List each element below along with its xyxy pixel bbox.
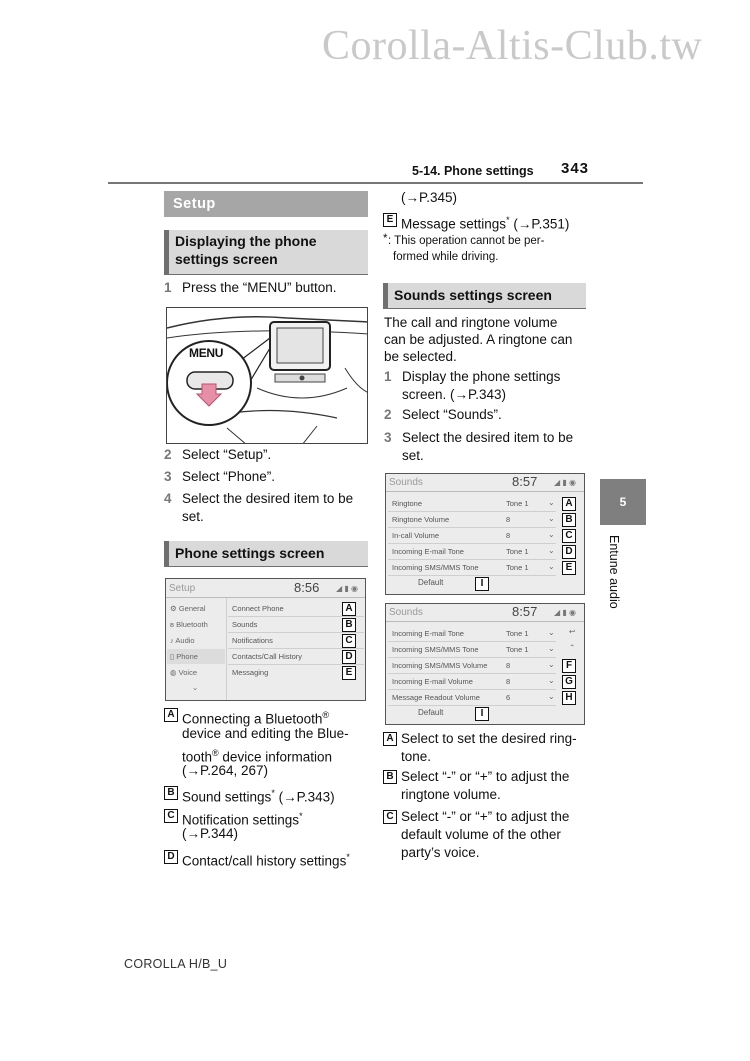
menu-label: Voice: [178, 668, 197, 677]
right-step-1: [384, 368, 594, 404]
sounds-intro: The call and ringtone volume can be adjusted. A ringtone can be selected.: [384, 315, 573, 364]
footnote: * : This operation cannot be per- formed while driving.: [383, 233, 545, 263]
screen-clock: 8:57: [512, 474, 538, 489]
step-number: 1: [384, 369, 392, 384]
step-text: Select the desired item to be: [182, 491, 354, 506]
item-label: Messaging: [232, 668, 269, 677]
callout-c: C: [562, 529, 576, 543]
desc-b: [164, 784, 374, 804]
callout-d: D: [342, 650, 356, 664]
row-ringtone[interactable]: Ringtone Tone 1 ⌄: [388, 495, 556, 512]
section-title: 5-14. Phone settings: [412, 164, 534, 178]
menu-button-label: MENU: [189, 346, 224, 360]
sounds-screen-1: [385, 473, 585, 595]
left-step-3: [164, 468, 374, 486]
desc-text: Select “-” or “+” to adjust the: [401, 809, 570, 824]
desc-text: tooth® device information: [182, 748, 332, 765]
row-sms-tone[interactable]: Incoming SMS/MMS Tone Tone 1 ⌄: [388, 641, 556, 658]
default-button[interactable]: Default: [418, 578, 444, 587]
callout-e: E: [562, 561, 576, 575]
row-email-tone[interactable]: Incoming E-mail Tone Tone 1 ⌄: [388, 625, 556, 642]
callout-a: A: [164, 708, 178, 722]
menu-bluetooth[interactable]: ʙ Bluetooth: [170, 620, 208, 629]
row-email-volume[interactable]: Incoming E-mail Volume 8 ⌄: [388, 673, 556, 690]
footer-model: COROLLA H/B_U: [124, 957, 228, 971]
item-label: Contacts/Call History: [232, 652, 303, 661]
step-number: 1: [164, 280, 172, 295]
status-icons: ◢ ▮ ◉: [554, 478, 576, 487]
step-text: Select “Setup”.: [182, 447, 272, 462]
screen-title: Sounds: [389, 607, 423, 618]
phone-settings-heading: Phone settings screen: [164, 541, 368, 567]
sounds-screen-2: [385, 603, 585, 725]
setup-section-bar: Setup: [164, 191, 368, 217]
desc-text: default volume of the other: [401, 827, 561, 842]
callout-d: D: [562, 545, 576, 559]
menu-phone[interactable]: ▯ Phone: [167, 649, 225, 664]
row-sms-tone[interactable]: Incoming SMS/MMS Tone Tone 1 ⌄: [388, 559, 556, 576]
step-text: screen. (→P.343): [402, 387, 507, 402]
dashboard-illustration: [166, 307, 368, 444]
sounds-desc-a: [383, 730, 593, 768]
screen-clock: 8:56: [294, 580, 320, 595]
scroll-down-icon[interactable]: ⌄: [192, 683, 199, 692]
desc-d: [164, 848, 374, 868]
callout-i: I: [475, 707, 489, 721]
desc-text: device and editing the Blue-: [182, 726, 349, 741]
desc-text: party’s voice.: [401, 845, 480, 860]
menu-voice[interactable]: ◍ Voice: [170, 668, 197, 677]
callout-a: A: [342, 602, 356, 616]
desc-text: Notification settings*: [182, 811, 303, 828]
item-label: Notifications: [232, 636, 273, 645]
right-step-2: [384, 406, 594, 424]
continued-ref: (→P.345): [401, 190, 458, 205]
step-text: Select “Sounds”.: [402, 407, 502, 422]
desc-c: [164, 807, 374, 845]
callout-g: G: [562, 675, 576, 689]
callout-c: C: [342, 634, 356, 648]
left-step-4: [164, 490, 374, 526]
default-button[interactable]: Default: [418, 708, 444, 717]
status-icons: ◢ ▮ ◉: [336, 584, 358, 593]
desc-text: Select to set the desired ring-: [401, 731, 577, 746]
callout-f: F: [562, 659, 576, 673]
right-step-3: [384, 429, 594, 465]
left-step-1: [164, 279, 374, 297]
dropdown-chevron-icon[interactable]: ⌄: [548, 498, 555, 507]
desc-text: Select “-” or “+” to adjust the: [401, 769, 570, 784]
screen-clock: 8:57: [512, 604, 538, 619]
dropdown-chevron-icon[interactable]: ⌄: [548, 660, 555, 669]
step-text: set.: [402, 448, 424, 463]
desc-text: (→P.264, 267): [182, 763, 269, 778]
desc-text: Connecting a Bluetooth®: [182, 710, 329, 727]
menu-label: Bluetooth: [176, 620, 208, 629]
dashboard-drawing: [167, 308, 368, 444]
dropdown-chevron-icon[interactable]: ⌄: [548, 676, 555, 685]
step-text: set.: [182, 509, 204, 524]
callout-c: C: [164, 809, 178, 823]
scroll-up-icon[interactable]: ⌃: [569, 643, 576, 652]
displaying-heading: Displaying the phone settings screen: [164, 230, 368, 275]
menu-label: Audio: [175, 636, 195, 645]
callout-b: B: [164, 786, 178, 800]
dropdown-chevron-icon[interactable]: ⌄: [548, 514, 555, 523]
dropdown-chevron-icon[interactable]: ⌄: [548, 692, 555, 701]
dropdown-chevron-icon[interactable]: ⌄: [548, 546, 555, 555]
callout-d: D: [164, 850, 178, 864]
dropdown-chevron-icon[interactable]: ⌄: [548, 530, 555, 539]
chapter-tab: 5: [600, 479, 646, 525]
item-label: Connect Phone: [232, 604, 284, 613]
step-number: 3: [164, 469, 172, 484]
back-icon[interactable]: ↩: [569, 627, 576, 636]
chapter-label: Entune audio: [607, 535, 621, 609]
callout-a: A: [383, 732, 397, 746]
desc-e: [383, 211, 593, 231]
page-number: 343: [561, 160, 590, 177]
callout-b: B: [383, 770, 397, 784]
setup-screen: [165, 578, 366, 701]
sounds-settings-heading: Sounds settings screen: [383, 283, 586, 309]
desc-text: (→P.344): [182, 826, 239, 841]
callout-e: E: [342, 666, 356, 680]
row-sms-volume[interactable]: Incoming SMS/MMS Volume 8 ⌄: [388, 657, 556, 674]
dropdown-chevron-icon[interactable]: ⌄: [548, 644, 555, 653]
desc-text: Message settings* (→P.351): [401, 215, 570, 232]
callout-b: B: [562, 513, 576, 527]
watermark: Corolla-Altis-Club.tw: [322, 23, 703, 69]
desc-a: [164, 706, 374, 780]
desc-text: Contact/call history settings*: [182, 852, 350, 869]
callout-c: C: [383, 810, 397, 824]
item-label: Sounds: [232, 620, 258, 629]
header-rule: [108, 182, 643, 184]
step-text: Select “Phone”.: [182, 469, 276, 484]
callout-h: H: [562, 691, 576, 705]
desc-text: tone.: [401, 749, 432, 764]
step-text: Select the desired item to be: [402, 430, 574, 445]
menu-label: General: [178, 604, 206, 613]
step-number: 3: [384, 430, 392, 445]
row-ringtone-volume[interactable]: Ringtone Volume 8 ⌄: [388, 511, 556, 528]
desc-text: ringtone volume.: [401, 787, 501, 802]
dropdown-chevron-icon[interactable]: ⌄: [548, 628, 555, 637]
callout-a: A: [562, 497, 576, 511]
step-number: 4: [164, 491, 172, 506]
step-number: 2: [384, 407, 392, 422]
left-step-2: [164, 446, 374, 464]
step-text: Display the phone settings: [402, 369, 561, 384]
dropdown-chevron-icon[interactable]: ⌄: [548, 562, 555, 571]
sounds-desc-c: [383, 808, 593, 864]
callout-e: E: [383, 213, 397, 227]
desc-text: Sound settings* (→P.343): [182, 788, 335, 805]
menu-audio[interactable]: ♪ Audio: [170, 636, 195, 645]
row-incall-volume[interactable]: In-call Volume 8 ⌄: [388, 527, 556, 544]
status-icons: ◢ ▮ ◉: [554, 608, 576, 617]
screen-title: Setup: [169, 583, 196, 594]
menu-label: Phone: [176, 652, 198, 661]
row-readout-volume[interactable]: Message Readout Volume 6 ⌄: [388, 689, 556, 706]
sounds-desc-b: [383, 768, 593, 806]
row-email-tone[interactable]: Incoming E-mail Tone Tone 1 ⌄: [388, 543, 556, 560]
menu-general[interactable]: ⚙ General: [170, 604, 206, 613]
step-number: 2: [164, 447, 172, 462]
step-text: Press the “MENU” button.: [182, 280, 337, 295]
screen-title: Sounds: [389, 477, 423, 488]
callout-b: B: [342, 618, 356, 632]
callout-i: I: [475, 577, 489, 591]
